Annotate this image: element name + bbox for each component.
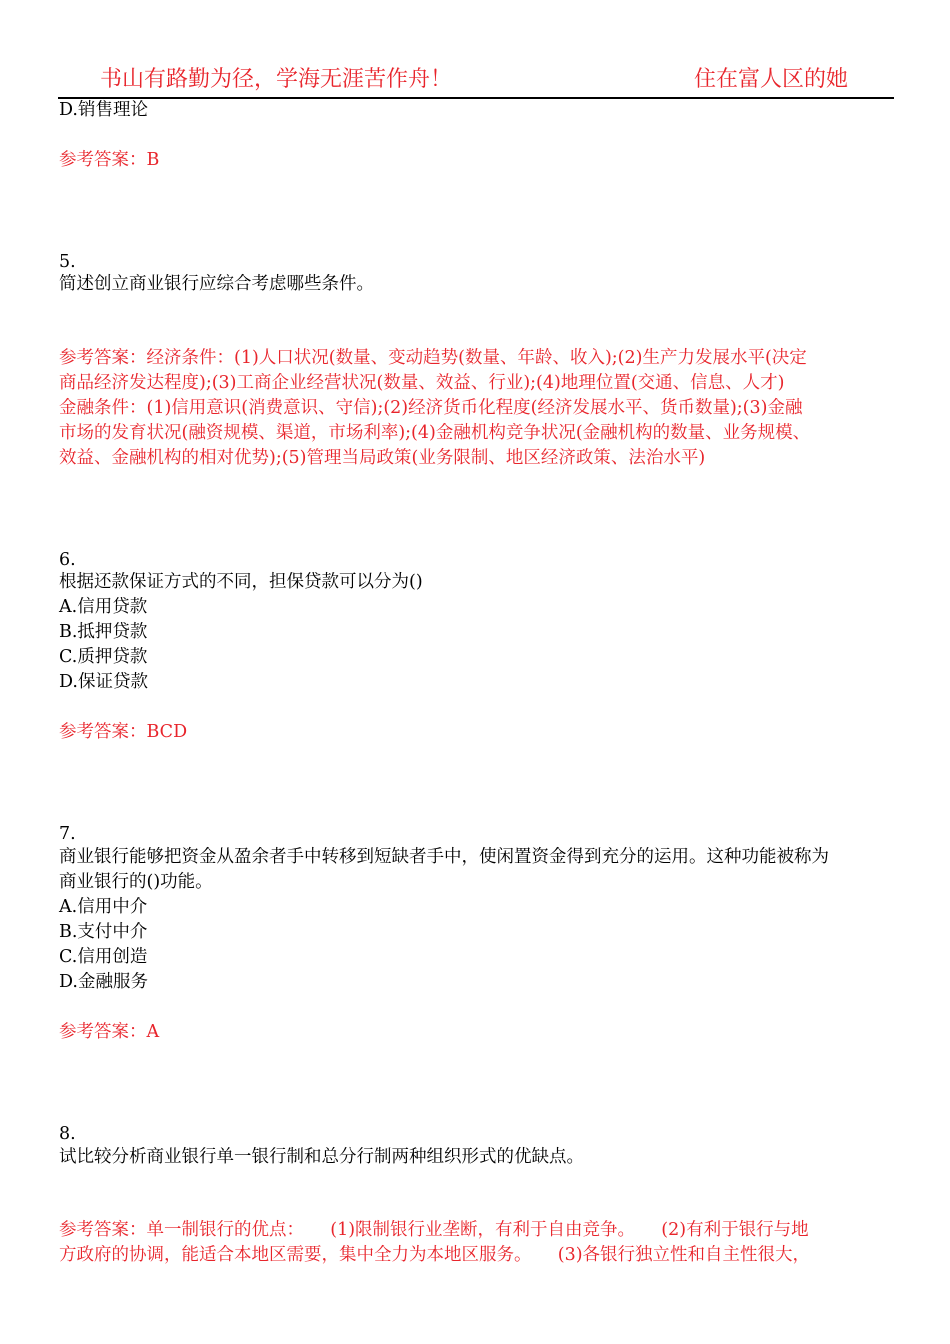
header-motto: 书山有路勤为径，学海无涯苦作舟！ [100, 67, 453, 92]
q7-question-line: 商业银行的()功能。 [59, 872, 213, 892]
q8-number: 8. [59, 1124, 76, 1144]
header-author: 住在富人区的她 [694, 67, 849, 92]
q6-number: 6. [59, 550, 76, 570]
q8-answer-line: 参考答案：单一制银行的优点： (1)限制银行业垄断，有利于自由竞争。 (2)有利于银行与地 [59, 1220, 809, 1240]
q8-answer-line: 方政府的协调，能适合本地区需要，集中全力为本地区服务。 (3)各银行独立性和自主性很大， [59, 1245, 811, 1265]
q7-option-a: A.信用中介 [59, 897, 148, 917]
q7-question-line: 商业银行能够把资金从盈余者手中转移到短缺者手中，使闲置资金得到充分的运用。这种功能被称为 [59, 847, 829, 867]
q7-answer: 参考答案：A [59, 1022, 160, 1042]
q6-option-a: A.信用贷款 [59, 597, 148, 617]
q5-number: 5. [59, 252, 76, 272]
q4-answer: 参考答案：B [59, 150, 160, 170]
q7-option-d: D.金融服务 [59, 972, 148, 992]
q7-option-c: C.信用创造 [59, 947, 148, 967]
q7-option-b: B.支付中介 [59, 922, 148, 942]
q6-option-d: D.保证贷款 [59, 672, 148, 692]
q8-question: 试比较分析商业银行单一银行制和总分行制两种组织形式的优缺点。 [59, 1147, 584, 1167]
q5-question: 简述创立商业银行应综合考虑哪些条件。 [59, 274, 374, 294]
q6-option-b: B.抵押贷款 [59, 622, 148, 642]
q5-answer-line: 市场的发育状况(融资规模、渠道，市场利率);(4)金融机构竞争状况(金融机构的数量、业务规模、 [59, 423, 811, 443]
q5-answer-line: 金融条件：(1)信用意识(消费意识、守信);(2)经济货币化程度(经济发展水平、货币数量);(3)金融 [59, 398, 803, 418]
q7-number: 7. [59, 824, 76, 844]
q6-question: 根据还款保证方式的不同，担保贷款可以分为() [59, 572, 423, 592]
q5-answer-line: 商品经济发达程度);(3)工商企业经营状况(数量、效益、行业);(4)地理位置(交通、信息、人才) [59, 373, 785, 393]
q4-option-d: D.销售理论 [59, 100, 148, 120]
q5-answer-line: 效益、金融机构的相对优势);(5)管理当局政策(业务限制、地区经济政策、法治水平) [59, 448, 706, 468]
q5-answer-line: 参考答案：经济条件：(1)人口状况(数量、变动趋势(数量、年龄、收入);(2)生产力发展水平(决定 [59, 348, 807, 368]
header-divider [58, 97, 894, 99]
q6-option-c: C.质押贷款 [59, 647, 148, 667]
q6-answer: 参考答案：BCD [59, 722, 188, 742]
